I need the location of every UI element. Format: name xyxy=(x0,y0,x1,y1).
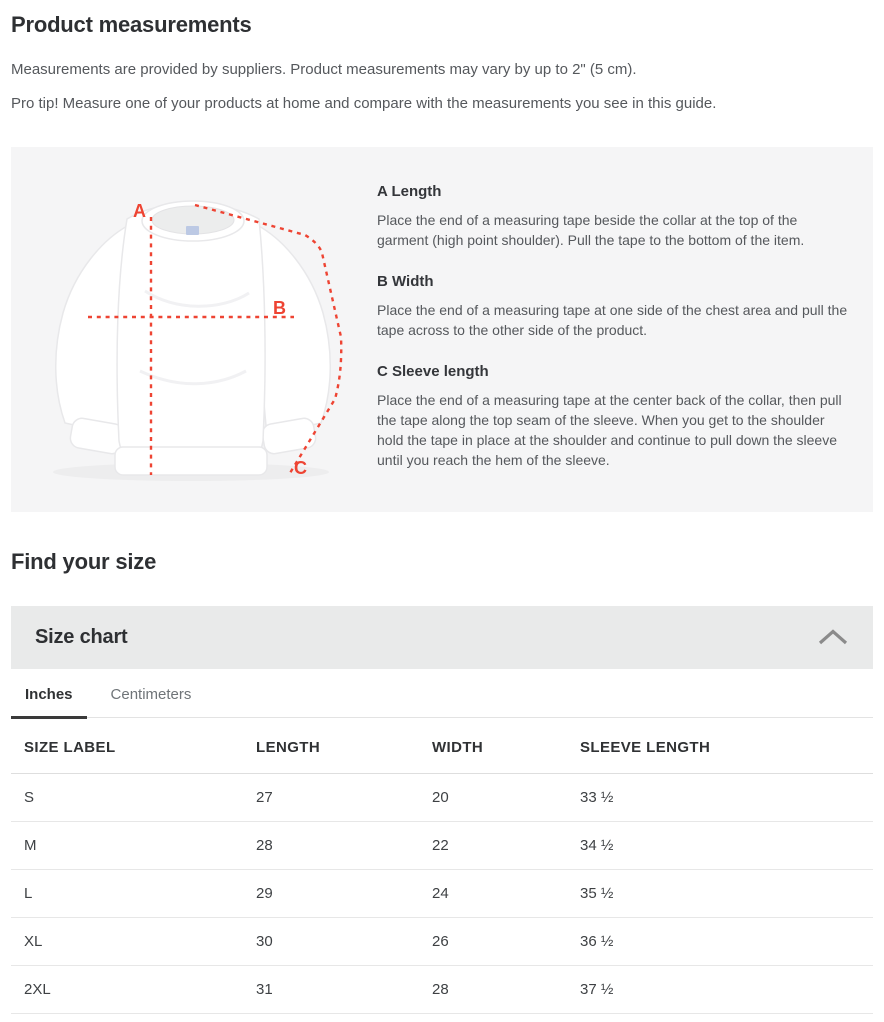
size-table-row xyxy=(11,966,873,1014)
measurement-value-cell: 33 ½ xyxy=(567,774,873,822)
size-label-cell: XL xyxy=(11,918,243,966)
measurement-item-title: C Sleeve length xyxy=(377,363,489,380)
column-header-size-label: SIZE LABEL xyxy=(11,718,243,774)
measurement-item-width xyxy=(377,273,849,340)
size-label-cell: M xyxy=(11,822,243,870)
measurement-value-cell: 37 ½ xyxy=(567,966,873,1014)
size-table-row xyxy=(11,774,873,822)
size-chart-section xyxy=(11,606,873,1014)
measurement-value-cell: 24 xyxy=(419,870,567,918)
size-chart-accordion-toggle[interactable] xyxy=(11,606,873,669)
marker-a-label: A xyxy=(133,201,146,221)
measurement-value-cell: 35 ½ xyxy=(567,870,873,918)
measurement-item-length xyxy=(377,183,849,250)
measurement-value-cell: 22 xyxy=(419,822,567,870)
measurement-item-sleeve-length xyxy=(377,363,849,470)
measurement-value-cell: 20 xyxy=(419,774,567,822)
chevron-up-icon xyxy=(817,629,849,646)
measurement-value-cell: 31 xyxy=(243,966,419,1014)
size-table-row xyxy=(11,870,873,918)
pro-tip-text: Pro tip! Measure one of your products at home and compare with the measurements you see in this guide. xyxy=(11,95,717,112)
measurement-item-title: A Length xyxy=(377,183,442,200)
marker-c-label: C xyxy=(294,458,307,478)
size-table-header-row xyxy=(11,718,873,774)
column-header-length: LENGTH xyxy=(243,718,419,774)
size-table xyxy=(11,718,873,1014)
measurement-value-cell: 27 xyxy=(243,774,419,822)
measurement-value-cell: 30 xyxy=(243,918,419,966)
tab-centimeters[interactable]: Centimeters xyxy=(110,686,192,703)
measurement-value-cell: 26 xyxy=(419,918,567,966)
size-label-cell: 2XL xyxy=(11,966,243,1014)
unit-tabs xyxy=(11,669,873,718)
measurement-value-cell: 29 xyxy=(243,870,419,918)
column-header-sleeve-length: SLEEVE LENGTH xyxy=(567,718,873,774)
marker-b-label: B xyxy=(273,298,286,318)
right-sleeve-shape xyxy=(256,225,331,435)
sweatshirt-measurement-illustration xyxy=(11,147,363,512)
measurement-value-cell: 36 ½ xyxy=(567,918,873,966)
collar-label-tag xyxy=(186,226,199,235)
measurement-guide-panel xyxy=(11,147,873,512)
measurement-item-title: B Width xyxy=(377,273,434,290)
torso-shape xyxy=(117,204,265,463)
find-your-size-title: Find your size xyxy=(11,549,157,574)
size-label-cell: S xyxy=(11,774,243,822)
measurement-item-description: Place the end of a measuring tape at one side of the chest area and pull the tape across to the other side of the product. xyxy=(377,302,848,338)
size-chart-title: Size chart xyxy=(35,626,128,648)
size-label-cell: L xyxy=(11,870,243,918)
measurement-item-description: Place the end of a measuring tape beside the collar at the top of the garment (high point shoulder). Pull the tape to the bottom of the item. xyxy=(377,212,805,248)
column-header-width: WIDTH xyxy=(419,718,567,774)
measurements-disclaimer-text: Measurements are provided by suppliers. Product measurements may vary by up to 2" (5 cm). xyxy=(11,61,637,78)
hem-band-shape xyxy=(115,447,267,475)
measurement-instructions xyxy=(363,147,873,512)
size-table-row xyxy=(11,822,873,870)
measurement-value-cell: 28 xyxy=(243,822,419,870)
measurement-item-description: Place the end of a measuring tape at the center back of the collar, then pull the tape along the top seam of the sleeve. When you get to the shoulder hold the tape in place at the shoulder and continue to pull down the sleeve until you reach the hem of the sleeve. xyxy=(377,392,842,468)
measurement-value-cell: 34 ½ xyxy=(567,822,873,870)
sweatshirt-diagram-image xyxy=(23,159,363,499)
size-table-row xyxy=(11,918,873,966)
tab-inches[interactable]: Inches xyxy=(11,686,87,719)
page-title: Product measurements xyxy=(11,12,252,37)
measurement-value-cell: 28 xyxy=(419,966,567,1014)
